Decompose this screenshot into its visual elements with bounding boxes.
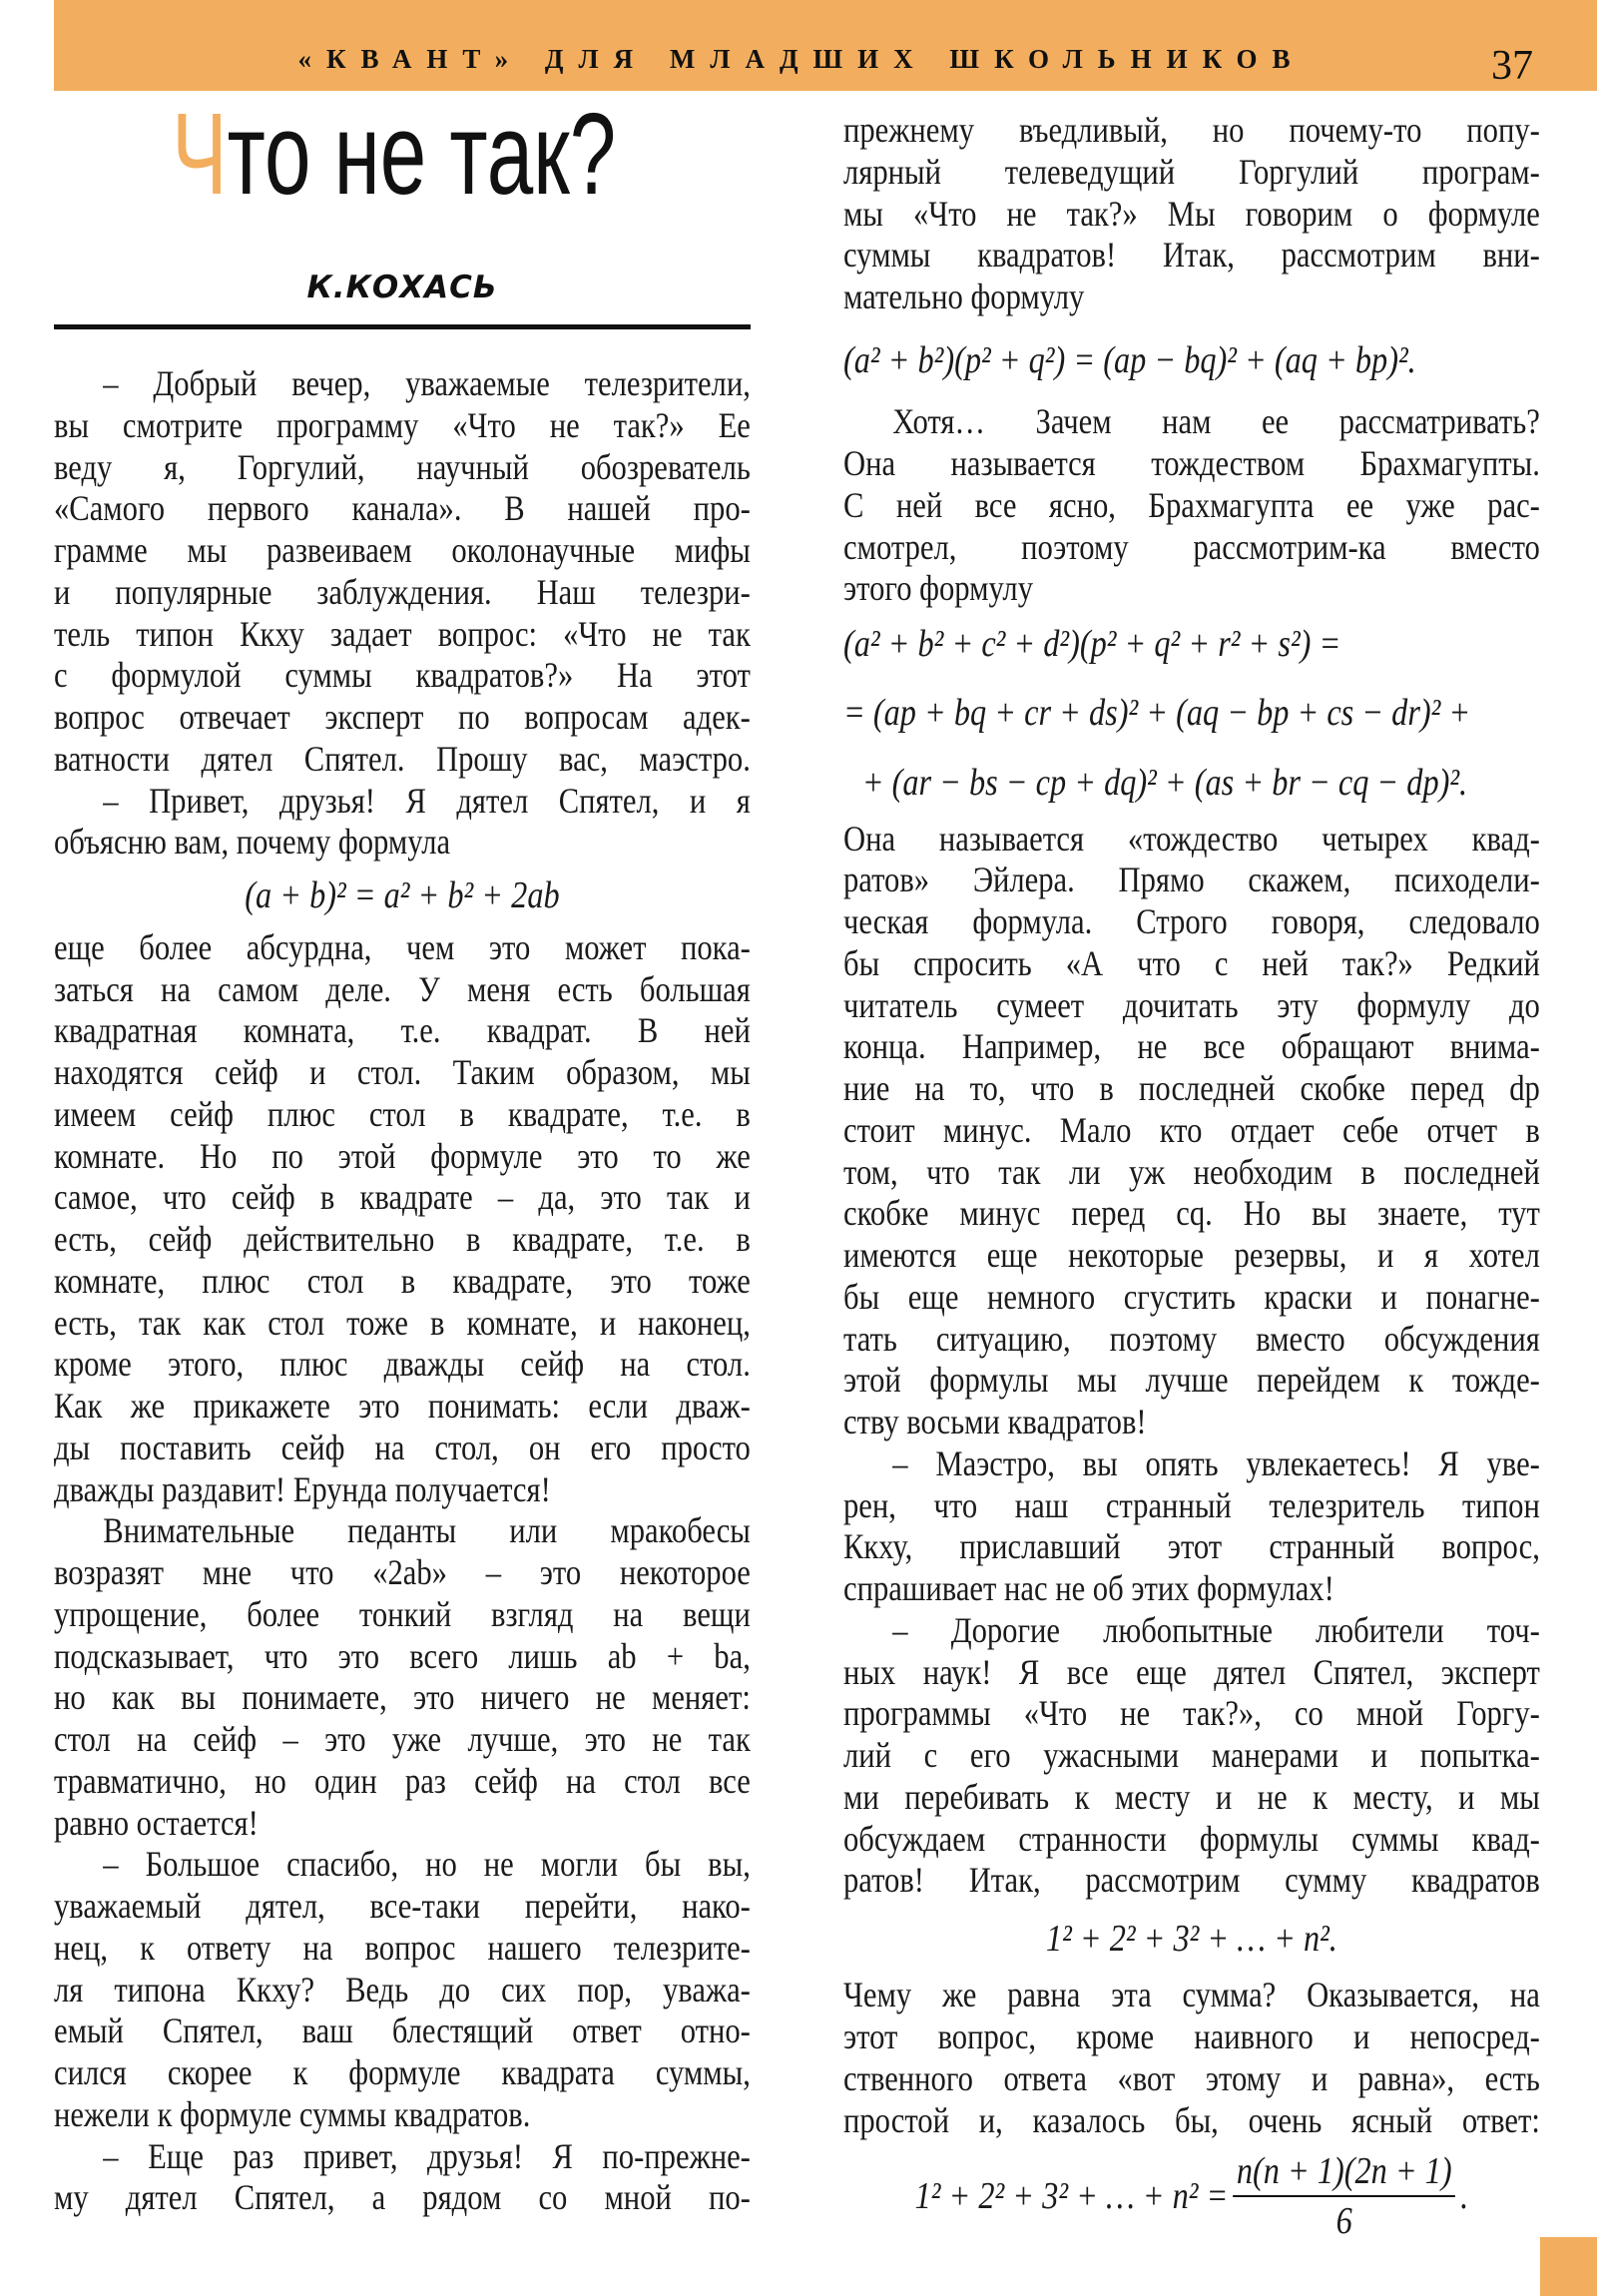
text-line: ных наук! Я все еще дятел Спятел, эксперт bbox=[843, 1651, 1540, 1692]
text-line: веду я, Горгулий, научный обозреватель bbox=[54, 446, 751, 487]
text-line: том, что так ли уж необходим в последней bbox=[843, 1151, 1540, 1192]
text-line: грамме мы развеиваем околонаучные мифы bbox=[54, 530, 751, 570]
corner-accent bbox=[1540, 2237, 1597, 2296]
text-line: нец, к ответу на вопрос нашего телезрите- bbox=[54, 1927, 751, 1968]
text-line: смотрел, поэтому рассмотрим-ка вместо bbox=[843, 526, 1540, 567]
text-line: простой и, казалось бы, очень ясный ответ: bbox=[843, 2099, 1540, 2140]
text-line: читатель сумеет дочитать эту формулу до bbox=[843, 984, 1540, 1025]
fraction-numerator: n(n + 1)(2n + 1) bbox=[1233, 2149, 1455, 2197]
text-line: «Самого первого канала». В нашей про- bbox=[54, 488, 751, 529]
text-line: имеем сейф плюс стол в квадрате, т.е. в bbox=[54, 1093, 751, 1134]
formula: 1² + 2² + 3² + … + n². bbox=[1045, 1917, 1337, 1960]
text-line: рен, что наш странный телезритель типон bbox=[843, 1484, 1540, 1525]
article-title bbox=[172, 89, 617, 219]
formula: + (ar − bs − cp + dq)² + (as + br − cq − dp)². bbox=[861, 762, 1468, 805]
text-line: еще более абсурдна, чем это может пока- bbox=[54, 926, 751, 967]
formula-fraction bbox=[843, 2141, 1540, 2250]
text-line: ды поставить сейф на стол, он его просто bbox=[54, 1427, 751, 1467]
text-line: конца. Например, не все обращают внима- bbox=[843, 1026, 1540, 1067]
text-line: ние на то, что в последней скобке перед dp bbox=[843, 1068, 1540, 1109]
text-line: комнате, плюс стол в квадрате, это тоже bbox=[54, 1260, 751, 1301]
text-line: тель типон Ккху задает вопрос: «Что не так bbox=[54, 613, 751, 654]
text-line: – Маэстро, вы опять увлекаетесь! Я уве- bbox=[892, 1442, 1540, 1483]
text-line: ми перебивать к месту и не к месту, и мы bbox=[843, 1776, 1540, 1817]
text-line: Внимательные педанты или мракобесы bbox=[103, 1510, 751, 1551]
text-line: подсказывает, что это всего лишь ab + ba, bbox=[54, 1635, 751, 1676]
text-line: – Дорогие любопытные любители точ- bbox=[892, 1609, 1540, 1650]
text-line: – Еще раз привет, друзья! Я по-прежне- bbox=[103, 2135, 751, 2176]
text-line: есть, сейф действительно в квадрате, т.е. в bbox=[54, 1219, 751, 1260]
formula-tail: . bbox=[1460, 2174, 1469, 2217]
text-line: Хотя… Зачем нам ее рассматривать? bbox=[892, 401, 1540, 442]
title-rule bbox=[54, 324, 751, 329]
text-line: тать ситуацию, поэтому вместо обсуждения bbox=[843, 1318, 1540, 1359]
text-line: – Большое спасибо, но не могли бы вы, bbox=[103, 1844, 751, 1885]
text-line: Она называется тождеством Брахмагупты. bbox=[843, 443, 1540, 483]
text-line: равно остается! bbox=[54, 1802, 259, 1843]
text-line: дважды раздавит! Ерунда получается! bbox=[54, 1468, 551, 1509]
text-line: ческая формула. Строго говоря, следовало bbox=[843, 901, 1540, 942]
text-line: заться на самом деле. У меня есть большая bbox=[54, 968, 751, 1009]
text-line: этой формулы мы лучше перейдем к тожде- bbox=[843, 1360, 1540, 1401]
text-line: ратов» Эйлера. Прямо скажем, психодели- bbox=[843, 860, 1540, 900]
article-author: К.КОХАСЬ bbox=[306, 270, 498, 305]
text-line: обсуждаем странности формулы суммы квад- bbox=[843, 1818, 1540, 1859]
text-line: ля типона Ккху? Ведь до сих пор, уважа- bbox=[54, 1969, 751, 2009]
text-line: имеются еще некоторые резервы, и я хотел bbox=[843, 1235, 1540, 1276]
text-line: С ней все ясно, Брахмагупта ее уже рас- bbox=[843, 484, 1540, 525]
text-line: суммы квадратов! Итак, рассмотрим вни- bbox=[843, 235, 1540, 276]
text-line: ратов! Итак, рассмотрим сумму квадратов bbox=[843, 1860, 1540, 1901]
title-first-letter: Ч bbox=[172, 89, 228, 219]
text-line: кроме этого, плюс дважды сейф на стол. bbox=[54, 1344, 751, 1385]
fraction bbox=[1233, 2149, 1455, 2243]
text-line: возразят мне что «2ab» – это некоторое bbox=[54, 1552, 751, 1593]
text-line: спрашивает нас не об этих формулах! bbox=[843, 1568, 1334, 1609]
text-line: Чему же равна эта сумма? Оказывается, на bbox=[843, 1975, 1540, 2015]
text-line: сился скорее к формуле квадрата суммы, bbox=[54, 2052, 751, 2093]
title-rest: то не так? bbox=[227, 89, 617, 219]
right-column bbox=[843, 110, 1540, 2250]
formula: (a² + b²)(p² + q²) = (ap − bq)² + (aq + bp)². bbox=[843, 338, 1416, 381]
section-title: «КВАНТ» ДЛЯ МЛАДШИХ ШКОЛЬНИКОВ bbox=[297, 44, 1306, 74]
page-number: 37 bbox=[1491, 43, 1533, 89]
text-line: лярный телеведущий Горгулий програм- bbox=[843, 151, 1540, 192]
text-line: объясню вам, почему формула bbox=[54, 822, 451, 862]
left-column bbox=[54, 363, 751, 2219]
text-line: скобке минус перед cq. Но вы знаете, тут bbox=[843, 1193, 1540, 1234]
text-line: бы спросить «А что с ней так?» Редкий bbox=[843, 942, 1540, 983]
text-line: Она называется «тождество четырех квад- bbox=[843, 818, 1540, 859]
text-line: мы «Что не так?» Мы говорим о формуле bbox=[843, 193, 1540, 234]
text-line: но как вы понимаете, это ничего не меняет: bbox=[54, 1677, 751, 1718]
text-line: стоит минус. Мало кто отдает себе отчет в bbox=[843, 1109, 1540, 1150]
text-line: этого формулу bbox=[843, 568, 1034, 609]
text-line: этот вопрос, кроме наивного и непосред- bbox=[843, 2016, 1540, 2057]
text-line: прежнему въедливый, но почему-то попу- bbox=[843, 110, 1540, 150]
text-line: программы «Что не так?», со мной Горгу- bbox=[843, 1693, 1540, 1734]
text-line: Как же прикажете это понимать: если дваж- bbox=[54, 1386, 751, 1427]
text-line: с формулой суммы квадратов?» На этот bbox=[54, 655, 751, 696]
text-line: упрощение, более тонкий взгляд на вещи bbox=[54, 1593, 751, 1634]
text-line: уважаемый дятел, все-таки перейти, нако- bbox=[54, 1886, 751, 1927]
text-line: и популярные заблуждения. Наш телезри- bbox=[54, 571, 751, 612]
text-line: Ккху, приславший этот странный вопрос, bbox=[843, 1526, 1540, 1567]
text-line: стол на сейф – это уже лучше, это не так bbox=[54, 1719, 751, 1760]
fraction-denominator: 6 bbox=[1335, 2199, 1352, 2242]
text-line: вы смотрите программу «Что не так?» Ее bbox=[54, 404, 751, 445]
text-line: ству восьми квадратов! bbox=[843, 1402, 1147, 1442]
text-line: бы еще немного сгустить краски и понагне- bbox=[843, 1276, 1540, 1317]
text-line: есть, так как стол тоже в комнате, и наконец, bbox=[54, 1302, 751, 1343]
text-line: – Добрый вечер, уважаемые телезрители, bbox=[103, 363, 751, 403]
text-line: нежели к формуле суммы квадратов. bbox=[54, 2093, 531, 2134]
formula: (a² + b² + c² + d²)(p² + q² + r² + s²) = bbox=[843, 623, 1341, 666]
text-line: лий с его ужасными манерами и попытка- bbox=[843, 1735, 1540, 1776]
text-line: самое, что сейф в квадрате – да, это так и bbox=[54, 1177, 751, 1218]
text-line: ватности дятел Спятел. Прошу вас, маэстро. bbox=[54, 738, 751, 779]
formula-lhs: 1² + 2² + 3² + … + n² = bbox=[914, 2174, 1229, 2217]
text-line: – Привет, друзья! Я дятел Спятел, и я bbox=[103, 780, 751, 821]
text-line: мательно формулу bbox=[843, 277, 1085, 316]
formula: (a + b)² = a² + b² + 2ab bbox=[245, 873, 560, 916]
formula: = (ap + bq + cr + ds)² + (aq − bp + cs − dr)² + bbox=[843, 692, 1471, 735]
text-line: му дятел Спятел, а рядом со мной по- bbox=[54, 2177, 751, 2218]
text-line: находятся сейф и стол. Таким образом, мы bbox=[54, 1052, 751, 1093]
text-line: квадратная комната, т.е. квадрат. В ней bbox=[54, 1010, 751, 1051]
text-line: травматично, но один раз сейф на стол все bbox=[54, 1760, 751, 1801]
text-line: вопрос отвечает эксперт по вопросам адек- bbox=[54, 697, 751, 737]
text-line: емый Спятел, ваш блестящий ответ отно- bbox=[54, 2010, 751, 2051]
text-line: комнате. Но по этой формуле это то же bbox=[54, 1135, 751, 1176]
text-line: ственного ответа «вот этому и равна», есть bbox=[843, 2057, 1540, 2098]
